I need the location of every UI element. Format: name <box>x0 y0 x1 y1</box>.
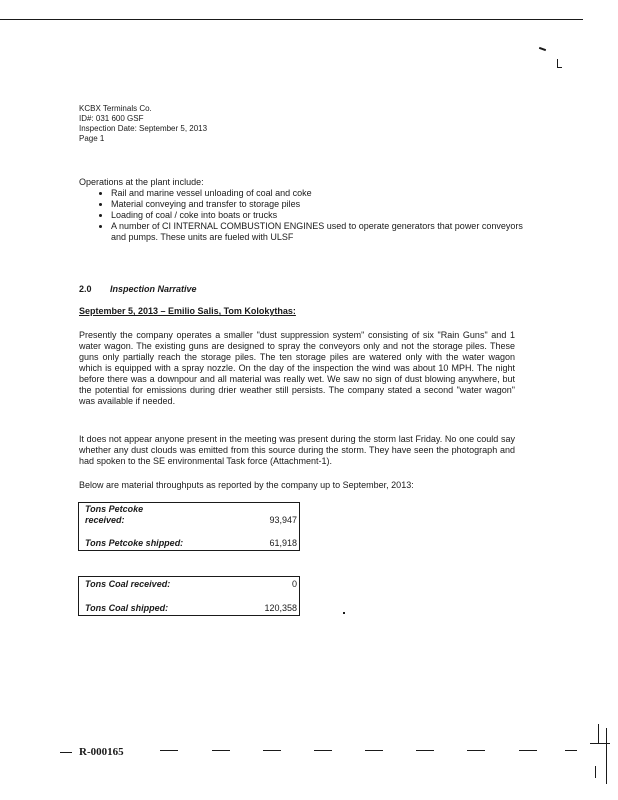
petcoke-received-value: 93,947 <box>269 515 297 525</box>
table-row <box>79 526 300 551</box>
scan-mark <box>598 724 599 744</box>
inspection-date: Inspection Date: September 5, 2013 <box>79 124 208 133</box>
section-number: 2.0 <box>79 284 92 294</box>
footer-dash <box>519 750 537 751</box>
scan-mark <box>343 612 345 614</box>
list-item: • Rail and marine vessel unloading of coal and coke <box>111 188 531 199</box>
footer-dash <box>263 750 281 751</box>
table-row <box>79 590 300 616</box>
section-title: Inspection Narrative <box>110 284 197 294</box>
document-header <box>79 104 207 144</box>
petcoke-received-label: Tons Petcoke received: <box>85 504 144 525</box>
footer-dash <box>467 750 485 751</box>
coal-received-label: Tons Coal received: <box>85 579 171 589</box>
scan-mark <box>590 743 610 744</box>
coal-received-value: 0 <box>291 579 297 589</box>
footer-dash <box>60 752 72 753</box>
coal-throughput-table <box>78 576 300 616</box>
scan-mark <box>595 766 596 778</box>
table-row <box>79 577 300 591</box>
footer-dash <box>212 750 230 751</box>
narrative-date-line: September 5, 2013 – Emilio Salis, Tom Kolokythas: <box>79 306 296 316</box>
coal-shipped-value: 120,358 <box>264 603 297 613</box>
section-heading <box>79 284 197 294</box>
list-item: • A number of CI INTERNAL COMBUSTION ENGINES used to operate generators that power conveyors and pumps. These units are fueled with ULSF <box>111 221 531 243</box>
petcoke-throughput-table <box>78 502 300 551</box>
operations-intro: Operations at the plant include: <box>79 177 204 187</box>
footer-dash <box>565 750 577 751</box>
list-item: • Material conveying and transfer to storage piles <box>111 199 531 210</box>
coal-shipped-label: Tons Coal shipped: <box>85 603 169 613</box>
petcoke-shipped-value: 61,918 <box>269 538 297 548</box>
id-number: ID#: 031 600 GSF <box>79 114 144 123</box>
scan-mark <box>539 47 546 51</box>
table-row <box>79 503 300 527</box>
operations-list <box>93 188 531 243</box>
narrative-paragraph-1: Presently the company operates a smaller "dust suppression system" consisting of six "Rain Guns" and 1 water wagon. The existing guns are designed to spray the conveyors only and not the storage piles. These guns only partially reach the storage piles. The ten storage piles are watered only with the water wagon which is equipped with a spray nozzle. On the day of the inspection the wind was about 10 MPH. The night before there was a downpour and all material was really wet. We saw no sign of dust blowing anywhere, but the potential for emissions during drier weather still persists. The company stated a second "water wagon" was available if needed. <box>79 330 515 406</box>
list-item: • Loading of coal / coke into boats or trucks <box>111 210 531 221</box>
narrative-paragraph-3: Below are material throughputs as reported by the company up to September, 2013: <box>79 480 414 490</box>
top-rule <box>0 19 583 20</box>
footer-dash <box>416 750 434 751</box>
petcoke-shipped-label: Tons Petcoke shipped: <box>85 538 184 548</box>
bates-number: R-000165 <box>79 746 124 758</box>
scan-mark <box>606 728 607 784</box>
footer-dash <box>365 750 383 751</box>
footer-dash <box>160 750 178 751</box>
page-number: Page 1 <box>79 134 105 143</box>
footer-dash <box>314 750 332 751</box>
company-name: KCBX Terminals Co. <box>79 104 152 113</box>
scan-mark <box>557 67 562 68</box>
narrative-paragraph-2: It does not appear anyone present in the meeting was present during the storm last Friday. No one could say whether any dust clouds was emitted from this source during the storm. They have seen the photograph and had spoken to the SE environmental Task force (Attachment-1). <box>79 434 515 466</box>
